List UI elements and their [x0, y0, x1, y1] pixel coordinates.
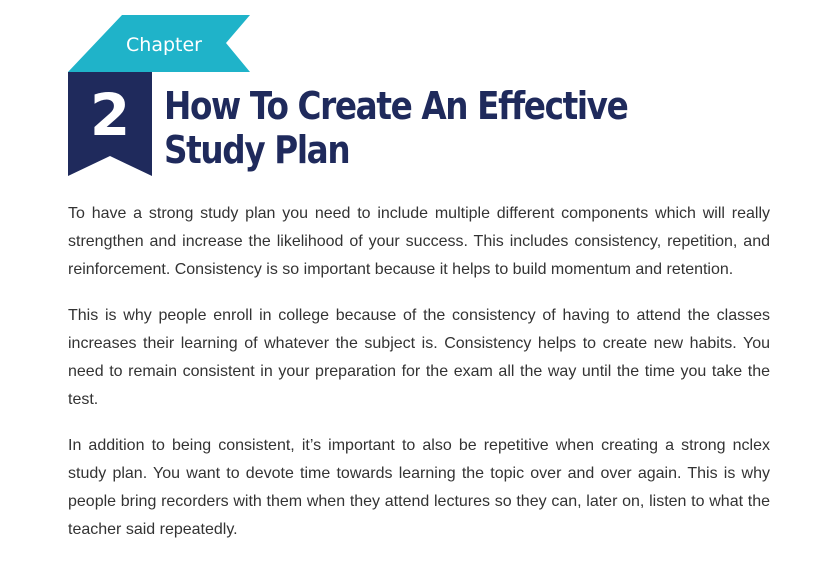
paragraph-2: This is why people enroll in college because of the consistency of having to attend the classes increases their learning of whatever the subject is. Consistency helps to create new habits. You need to remain consistent in your preparation for the exam all the way until the time you take the test.: [68, 307, 770, 408]
chapter-title: How To Create An Effective Study Plan: [164, 84, 628, 172]
paragraph-1: To have a strong study plan you need to include multiple different components which will really strengthen and increase the likelihood of your success. This includes consistency, repetition, and reinforcement. Consistency is so important because it helps to build momentum and retention.: [68, 205, 770, 278]
chapter-number: 2: [89, 81, 131, 149]
paragraph-3: In addition to being consistent, it’s important to also be repetitive when creating a strong nclex study plan. You want to devote time towards learning the topic over and over again. This is why people bring recorders with them when they attend lectures so they can, later on, listen to what the teacher said repeatedly.: [68, 437, 770, 538]
chapter-label: Chapter: [126, 34, 202, 56]
chapter-body: [68, 200, 770, 562]
